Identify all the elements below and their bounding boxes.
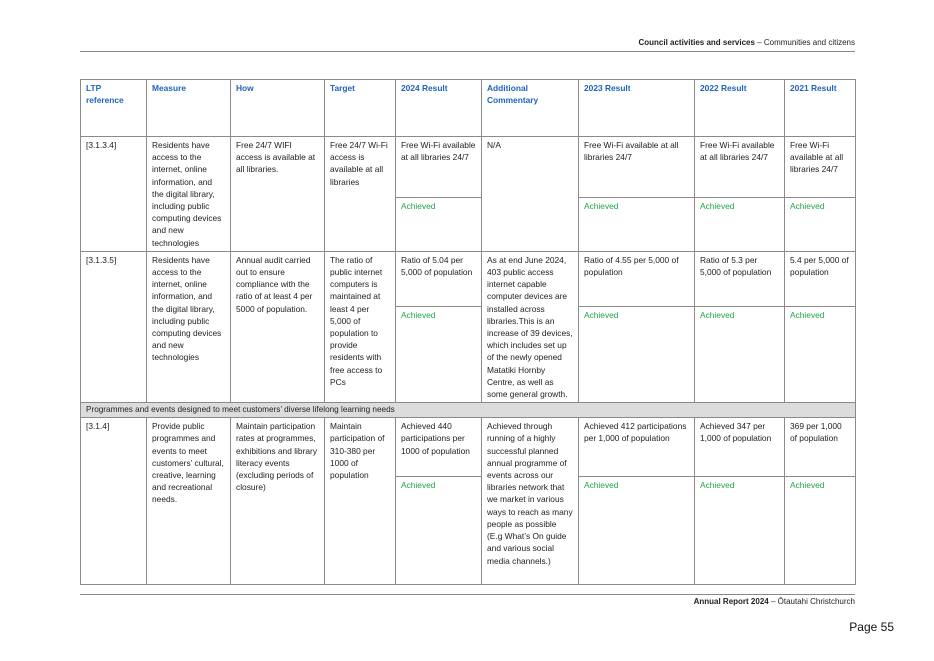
cell-2021-result: 5.4 per 5,000 of population — [785, 251, 856, 306]
cell-commentary: Achieved through running of a highly successful planned annual programme of events across our libraries network that we market in various ways to reach as many people as possible (E.g What’s On guide and various social media channels.) — [482, 418, 579, 585]
cell-2023-result: Free Wi-Fi available at all libraries 24/7 — [579, 137, 695, 198]
status-2023: Achieved — [579, 198, 695, 252]
cell-2024-result: Achieved 440 participations per 1000 of population — [396, 418, 482, 477]
col-2024-result: 2024 Result — [396, 80, 482, 137]
cell-2023-result: Achieved 412 participations per 1,000 of population — [579, 418, 695, 477]
status-2023: Achieved — [579, 477, 695, 585]
cell-how: Annual audit carried out to ensure compliance with the ratio of at least 4 per 5000 of population. — [231, 251, 325, 402]
cell-commentary: As at end June 2024, 403 public access internet capable computer devices are installed across libraries.This is an increase of 39 devices, which includes set up of the newly opened Matatiki Hornby Centre, as well as some general growth. — [482, 251, 579, 402]
col-2022-result: 2022 Result — [695, 80, 785, 137]
cell-2022-result: Achieved 347 per 1,000 of population — [695, 418, 785, 477]
cell-2021-result: Free Wi-Fi available at all libraries 24/7 — [785, 137, 856, 198]
status-2021: Achieved — [785, 198, 856, 252]
footer-city: – Ōtautahi Christchurch — [768, 597, 855, 606]
cell-target: Free 24/7 Wi-Fi access is available at all libraries — [325, 137, 396, 252]
header-rule — [80, 51, 855, 52]
col-additional-commentary: Additional Commentary — [482, 80, 579, 137]
col-measure: Measure — [147, 80, 231, 137]
status-2023: Achieved — [579, 306, 695, 403]
footer-rule — [80, 594, 855, 595]
col-target: Target — [325, 80, 396, 137]
table-row — [81, 418, 856, 477]
cell-2024-result: Ratio of 5.04 per 5,000 of population — [396, 251, 482, 306]
cell-ref: [3.1.3.4] — [81, 137, 147, 252]
cell-measure: Residents have access to the internet, online information, and the digital library, including public computing devices and new technologies — [147, 251, 231, 402]
status-2022: Achieved — [695, 477, 785, 585]
table-row — [81, 137, 856, 198]
col-how: How — [231, 80, 325, 137]
status-2024: Achieved — [396, 198, 482, 252]
table-row — [81, 251, 856, 306]
table-header-row — [81, 80, 856, 137]
col-ltp-reference: LTP reference — [81, 80, 147, 137]
cell-how: Free 24/7 WIFI access is available at all libraries. — [231, 137, 325, 252]
footer-report: Annual Report 2024 — [693, 597, 769, 606]
cell-measure: Provide public programmes and events to meet customers’ cultural, creative, learning and recreational needs. — [147, 418, 231, 585]
status-2021: Achieved — [785, 306, 856, 403]
cell-2022-result: Ratio of 5.3 per 5,000 of population — [695, 251, 785, 306]
status-2024: Achieved — [396, 306, 482, 403]
cell-2022-result: Free Wi-Fi available at all libraries 24/7 — [695, 137, 785, 198]
running-footer — [80, 597, 855, 606]
col-2023-result: 2023 Result — [579, 80, 695, 137]
cell-commentary: N/A — [482, 137, 579, 252]
header-section: Council activities and services — [638, 38, 755, 47]
performance-table — [80, 79, 856, 585]
status-2022: Achieved — [695, 198, 785, 252]
section-band: Programmes and events designed to meet customers’ diverse lifelong learning needs — [81, 403, 856, 418]
cell-ref: [3.1.3.5] — [81, 251, 147, 402]
cell-2023-result: Ratio of 4.55 per 5,000 of population — [579, 251, 695, 306]
running-header — [80, 38, 855, 47]
section-band-row — [81, 403, 856, 418]
cell-target: Maintain participation of 310-380 per 1000 of population — [325, 418, 396, 585]
page-number: Page 55 — [849, 620, 894, 634]
col-2021-result: 2021 Result — [785, 80, 856, 137]
cell-target: The ratio of public internet computers is maintained at least 4 per 5,000 of population to provide residents with free access to PCs — [325, 251, 396, 402]
cell-how: Maintain participation rates at programmes, exhibitions and library literacy events (excluding periods of closure) — [231, 418, 325, 585]
cell-2021-result: 369 per 1,000 of population — [785, 418, 856, 477]
header-subsection: – Communities and citizens — [754, 38, 855, 47]
status-2024: Achieved — [396, 477, 482, 585]
cell-2024-result: Free Wi-Fi available at all libraries 24/7 — [396, 137, 482, 198]
cell-ref: [3.1.4] — [81, 418, 147, 585]
cell-measure: Residents have access to the internet, online information, and the digital library, including public computing devices and new technologies — [147, 137, 231, 252]
status-2022: Achieved — [695, 306, 785, 403]
status-2021: Achieved — [785, 477, 856, 585]
